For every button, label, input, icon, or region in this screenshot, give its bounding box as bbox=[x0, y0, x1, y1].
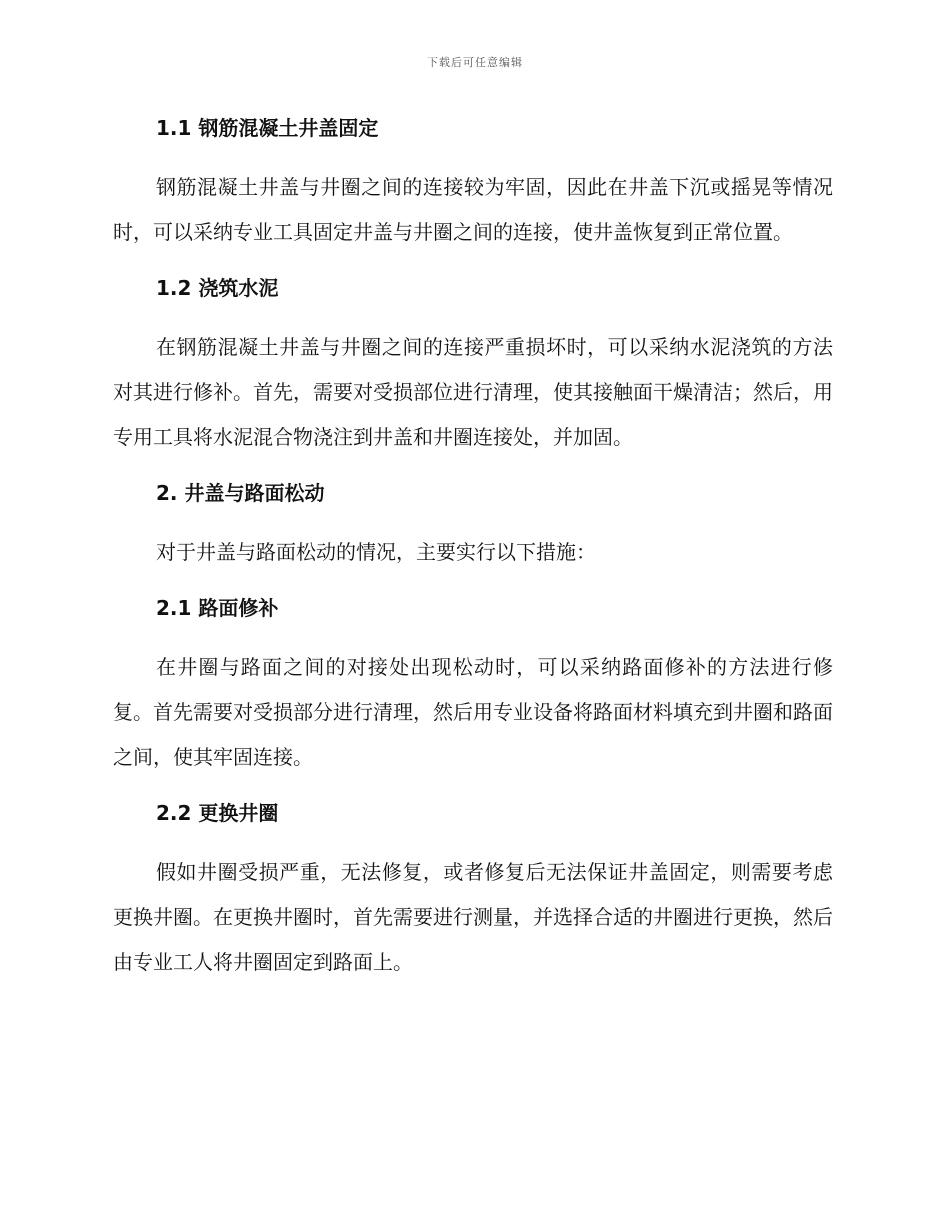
section-heading-2: 2. 井盖与路面松动 bbox=[156, 481, 325, 505]
section-paragraph-1-1: 钢筋混凝土井盖与井圈之间的连接较为牢固，因此在井盖下沉或摇晃等情况时，可以采纳专业工具固定井盖与井圈之间的连接，使井盖恢复到正常位置。 bbox=[113, 175, 833, 244]
section-paragraph-2-1: 在井圈与路面之间的对接处出现松动时，可以采纳路面修补的方法进行修复。首先需要对受损部分进行清理，然后用专业设备将路面材料填充到井圈和路面之间，使其牢固连接。 bbox=[113, 655, 833, 769]
document-body bbox=[113, 112, 833, 985]
section-paragraph-1-2: 在钢筋混凝土井盖与井圈之间的连接严重损坏时，可以采纳水泥浇筑的方法对其进行修补。首先，需要对受损部位进行清理，使其接触面干燥清洁；然后，用专用工具将水泥混合物浇注到井盖和井圈连接处，并加固。 bbox=[113, 335, 833, 449]
section-heading-1-2: 1.2 浇筑水泥 bbox=[156, 276, 279, 300]
section-heading-2-2: 2.2 更换井圈 bbox=[156, 801, 279, 825]
section-heading-2-1: 2.1 路面修补 bbox=[156, 596, 279, 620]
page-header: 下载后可任意编辑 bbox=[427, 56, 523, 69]
section-paragraph-2: 对于井盖与路面松动的情况，主要实行以下措施： bbox=[156, 540, 596, 564]
section-heading-1-1: 1.1 钢筋混凝土井盖固定 bbox=[156, 116, 379, 140]
section-paragraph-2-2: 假如井圈受损严重，无法修复，或者修复后无法保证井盖固定，则需要考虑更换井圈。在更换井圈时，首先需要进行测量，并选择合适的井圈进行更换，然后由专业工人将井圈固定到路面上。 bbox=[113, 860, 833, 974]
